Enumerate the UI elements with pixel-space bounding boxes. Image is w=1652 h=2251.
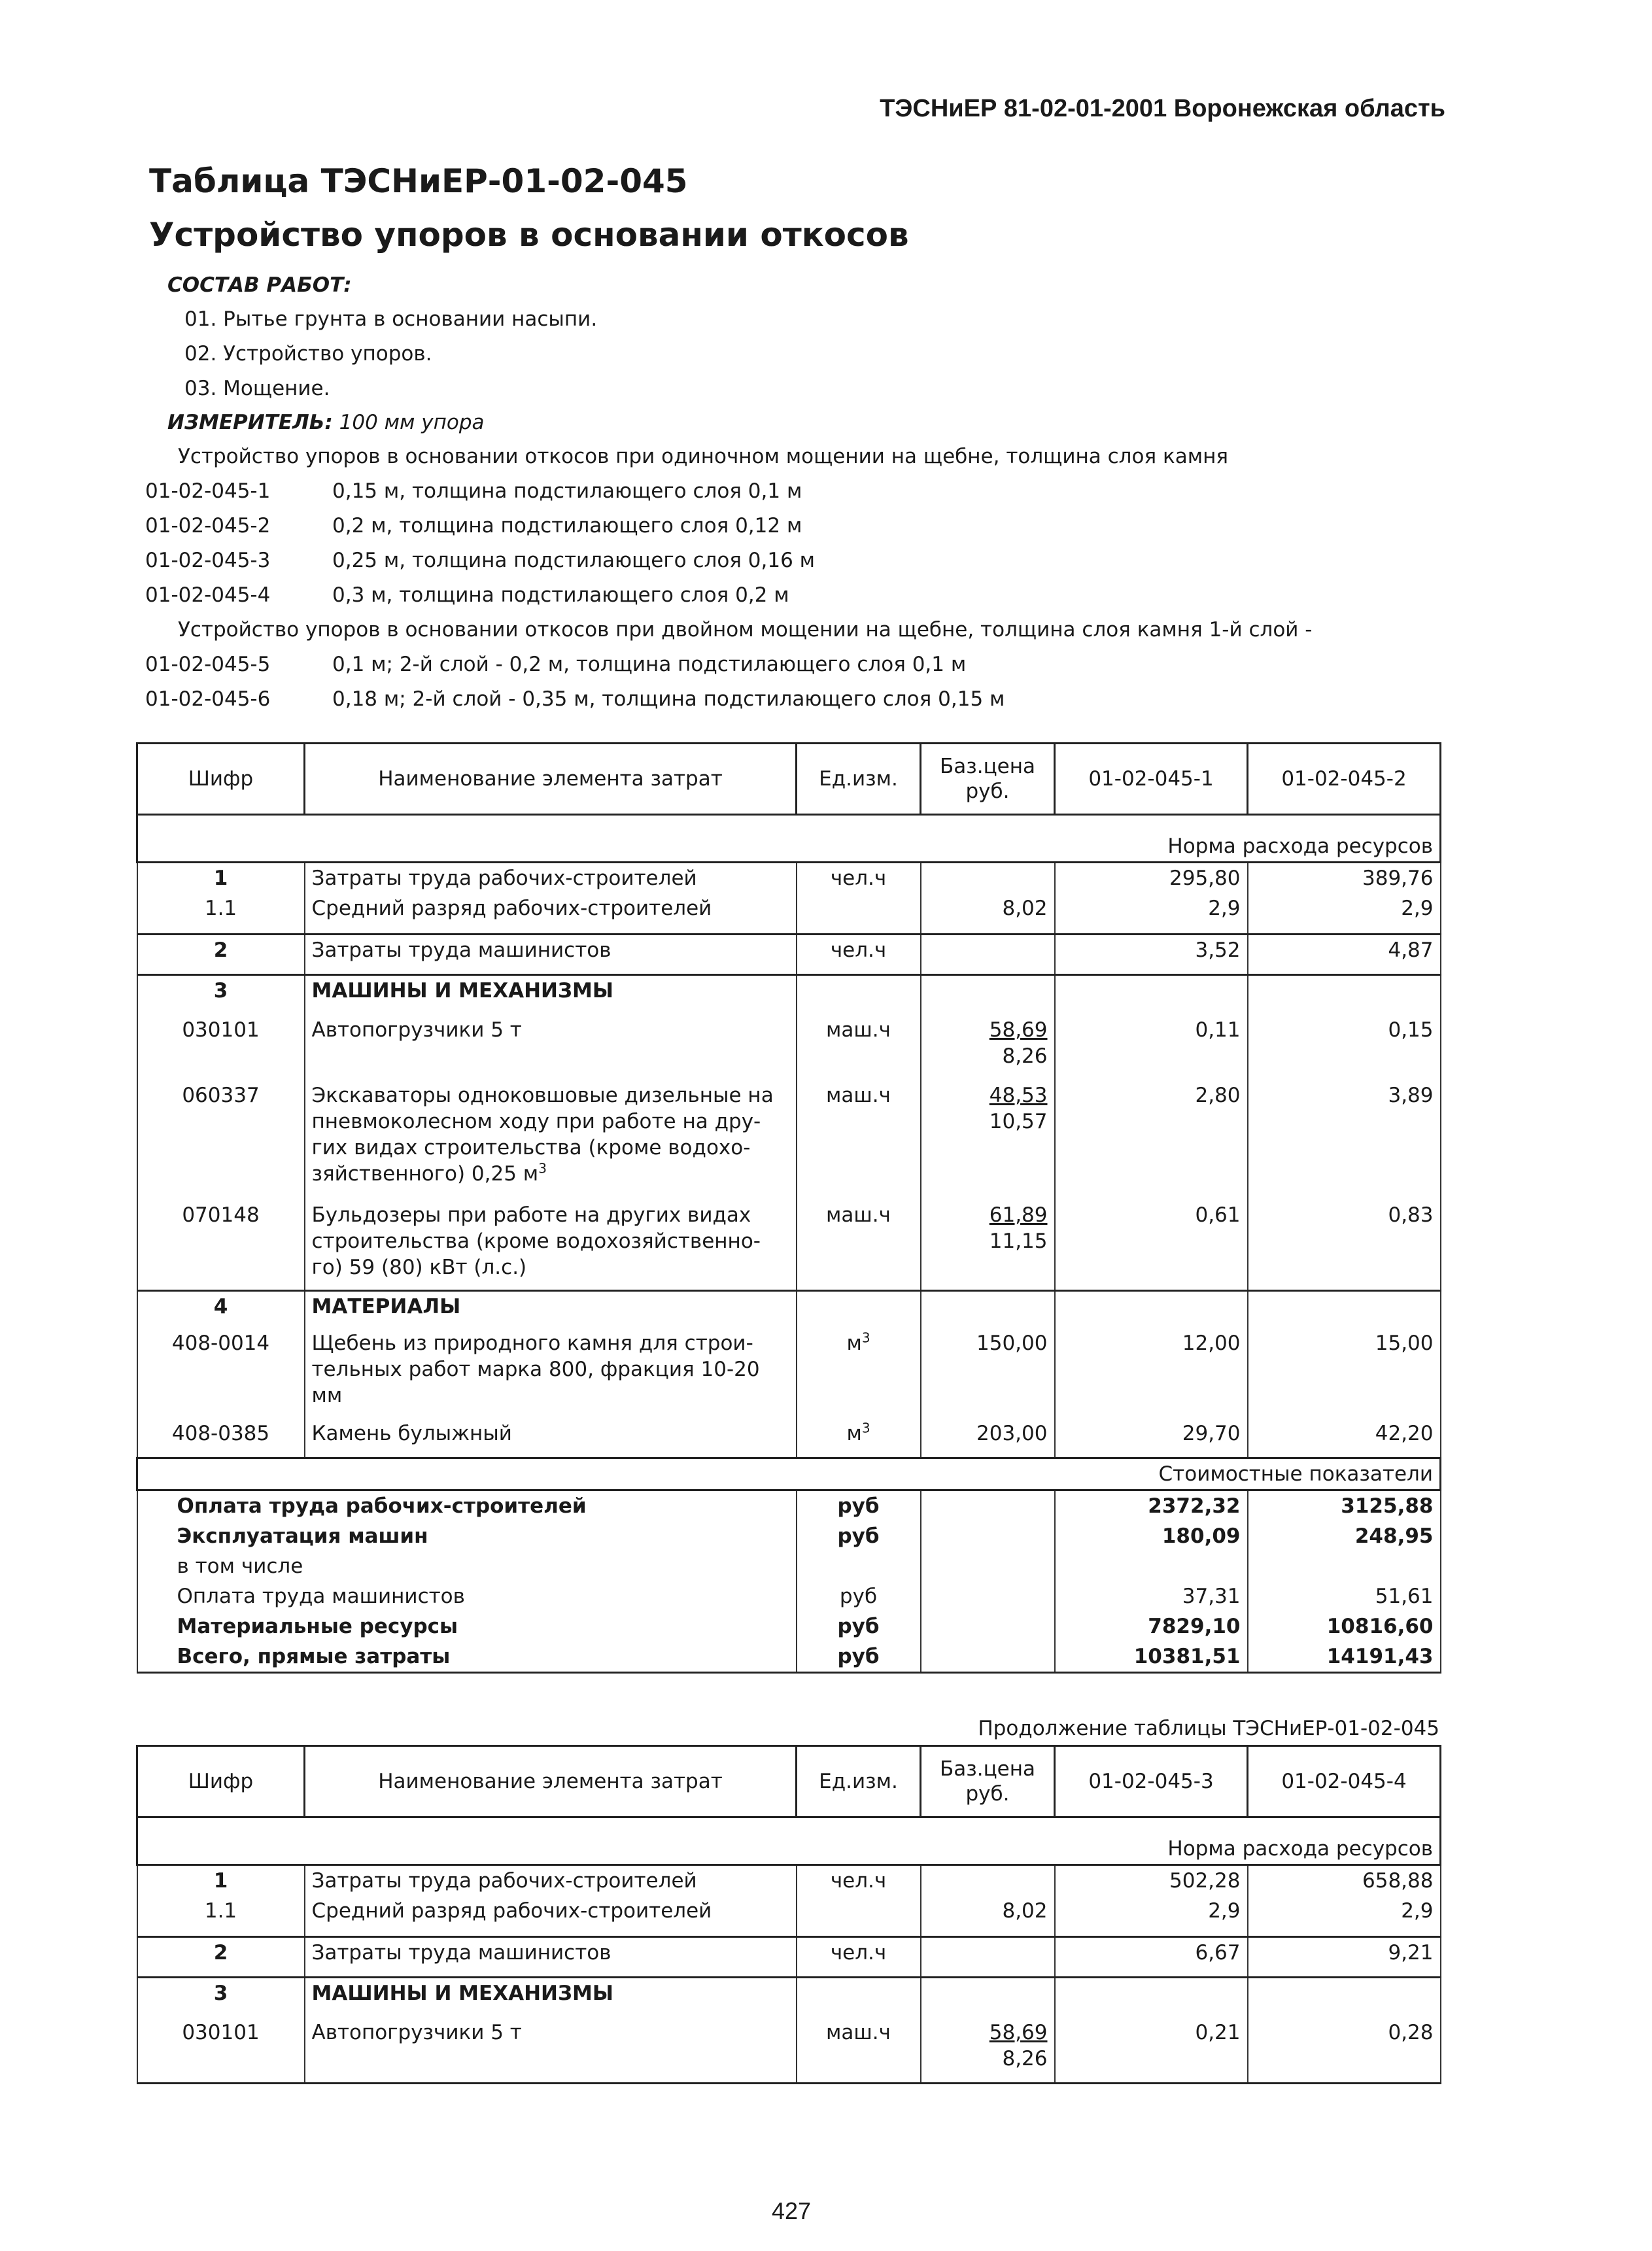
cost-value-b: 14191,43 xyxy=(1248,1641,1441,1673)
cost-name: Оплата труда машинистов xyxy=(137,1581,797,1611)
col-price-line1: Баз.цена xyxy=(939,755,1036,778)
row-price xyxy=(921,1015,1055,1080)
row-price: 8,02 xyxy=(921,893,1055,934)
cost-name: Материальные ресурсы xyxy=(137,1611,797,1641)
variant-text: 0,18 м; 2-й слой - 0,35 м, толщина подстилающего слоя 0,15 м xyxy=(332,687,1005,711)
cost-value-b: 10816,60 xyxy=(1248,1611,1441,1641)
row-value-b: 658,88 xyxy=(1248,1865,1441,1897)
row-name-line: го) 59 (80) кВт (л.с.) xyxy=(311,1256,527,1279)
row-name-line: зяйственного) 0,25 $м^3$ xyxy=(311,1160,547,1186)
col-name: Наименование элемента затрат xyxy=(305,1746,797,1817)
cost-name: Эксплуатация машин xyxy=(137,1521,797,1551)
row-code: 070148 xyxy=(137,1200,305,1290)
cost-value-a: 37,31 xyxy=(1055,1581,1248,1611)
col-variant-a: 01-02-045-1 xyxy=(1055,744,1248,815)
col-variant-b: 01-02-045-2 xyxy=(1248,744,1441,815)
cost-unit: руб xyxy=(797,1611,921,1641)
row-name xyxy=(305,1328,797,1418)
col-price xyxy=(921,744,1055,815)
col-code: Шифр xyxy=(137,1746,305,1817)
col-code: Шифр xyxy=(137,744,305,815)
table-row xyxy=(137,1015,1441,1080)
work-item: 02. Устройство упоров. xyxy=(184,342,432,366)
cost-value-a: 2372,32 xyxy=(1055,1490,1248,1521)
variant-text: 0,2 м, толщина подстилающего слоя 0,12 м xyxy=(332,514,802,538)
meter-label: ИЗМЕРИТЕЛЬ: xyxy=(167,411,333,434)
row-code: 1.1 xyxy=(137,1896,305,1936)
cost-value-b: 51,61 xyxy=(1248,1581,1441,1611)
row-value-b: 15,00 xyxy=(1248,1328,1441,1418)
row-value-a: 2,9 xyxy=(1055,893,1248,934)
variant-code: 01-02-045-2 xyxy=(145,514,271,538)
variant-text: 0,1 м; 2-й слой - 0,2 м, толщина подстилающего слоя 0,1 м xyxy=(332,653,967,676)
row-code: 4 xyxy=(137,1290,305,1328)
header-row xyxy=(137,1746,1441,1817)
row-code: 408-0385 xyxy=(137,1418,305,1458)
row-value-b: 2,9 xyxy=(1248,1896,1441,1936)
resource-table-1 xyxy=(136,742,1441,1674)
row-code: 2 xyxy=(137,934,305,974)
row-value-b: 0,28 xyxy=(1248,2018,1441,2083)
page-number: 427 xyxy=(771,2197,812,2224)
cost-name: в том числе xyxy=(137,1551,797,1581)
table-title: Таблица ТЭСНиЕР-01-02-045 xyxy=(149,162,688,200)
row-value-b: 0,83 xyxy=(1248,1200,1441,1290)
cost-value-a: 7829,10 xyxy=(1055,1611,1248,1641)
cost-unit: руб xyxy=(797,1581,921,1611)
row-code: 408-0014 xyxy=(137,1328,305,1418)
work-heading: СОСТАВ РАБОТ: xyxy=(167,273,352,297)
work-item: 01. Рытье грунта в основании насыпи. xyxy=(184,307,598,331)
row-value-a: 0,21 xyxy=(1055,2018,1248,2083)
col-price xyxy=(921,1746,1055,1817)
variant-text: 0,3 м, толщина подстилающего слоя 0,2 м xyxy=(332,583,789,607)
col-unit: Ед.изм. xyxy=(797,1746,921,1817)
section-row xyxy=(137,974,1441,1015)
col-price-line2: руб. xyxy=(965,780,1010,803)
row-code: 030101 xyxy=(137,1015,305,1080)
row-name: Затраты труда машинистов xyxy=(305,934,797,974)
price-labor: 8,26 xyxy=(1002,2047,1048,2071)
variant-code: 01-02-045-5 xyxy=(145,653,271,676)
row-code: 060337 xyxy=(137,1080,305,1200)
row-price: 203,00 xyxy=(921,1418,1055,1458)
row-value-b: 3,89 xyxy=(1248,1080,1441,1200)
norm-label: Норма расхода ресурсов xyxy=(137,1834,1441,1865)
col-price-line1: Баз.цена xyxy=(939,1757,1036,1781)
row-price xyxy=(921,2018,1055,2083)
cost-row xyxy=(137,1551,1441,1581)
cost-row xyxy=(137,1490,1441,1521)
running-header: ТЭСНиЕР 81-02-01-2001 Воронежская область xyxy=(880,95,1445,122)
row-name-line: Бульдозеры при работе на других видах xyxy=(311,1203,751,1227)
row-unit: $м^3$ xyxy=(797,1328,921,1418)
row-value-a: 295,80 xyxy=(1055,863,1248,894)
row-name xyxy=(305,1200,797,1290)
continuation-caption: Продолжение таблицы ТЭСНиЕР-01-02-045 xyxy=(978,1717,1439,1740)
price-total: 48,53 xyxy=(989,1084,1048,1107)
row-value-b: 389,76 xyxy=(1248,863,1441,894)
cost-name: Оплата труда рабочих-строителей xyxy=(137,1490,797,1521)
group2-intro: Устройство упоров в основании откосов при двойном мощении на щебне, толщина слоя камня 1-й слой - xyxy=(178,618,1313,642)
col-variant-a: 01-02-045-3 xyxy=(1055,1746,1248,1817)
cost-value-a: 180,09 xyxy=(1055,1521,1248,1551)
price-labor: 11,15 xyxy=(989,1229,1048,1253)
col-variant-b: 01-02-045-4 xyxy=(1248,1746,1441,1817)
row-code: 1 xyxy=(137,863,305,894)
variant-text: 0,15 м, толщина подстилающего слоя 0,1 м xyxy=(332,479,802,503)
row-code: 2 xyxy=(137,1936,305,1977)
section-title: МАШИНЫ И МЕХАНИЗМЫ xyxy=(305,1977,797,2018)
row-name-line: строительства (кроме водохозяйственно- xyxy=(311,1229,761,1253)
table-subtitle: Устройство упоров в основании откосов xyxy=(149,216,909,254)
row-code: 3 xyxy=(137,974,305,1015)
cost-value-a: 10381,51 xyxy=(1055,1641,1248,1673)
table-row xyxy=(137,1418,1441,1458)
cost-value-b: 248,95 xyxy=(1248,1521,1441,1551)
norm-label: Норма расхода ресурсов xyxy=(137,831,1441,863)
variant-code: 01-02-045-1 xyxy=(145,479,271,503)
variant-code: 01-02-045-4 xyxy=(145,583,271,607)
cost-unit: руб xyxy=(797,1490,921,1521)
cost-value-b: 3125,88 xyxy=(1248,1490,1441,1521)
row-unit: маш.ч xyxy=(797,2018,921,2083)
table-row xyxy=(137,1865,1441,1897)
table-row xyxy=(137,1200,1441,1290)
row-name-line: мм xyxy=(311,1384,343,1407)
row-value-b: 4,87 xyxy=(1248,934,1441,974)
table-row xyxy=(137,1936,1441,1977)
price-labor: 8,26 xyxy=(1002,1044,1048,1068)
row-name: Автопогрузчики 5 т xyxy=(305,2018,797,2083)
row-value-a: 6,67 xyxy=(1055,1936,1248,1977)
resource-table-2 xyxy=(136,1745,1441,2084)
col-name: Наименование элемента затрат xyxy=(305,744,797,815)
variant-code: 01-02-045-6 xyxy=(145,687,271,711)
cost-unit: руб xyxy=(797,1641,921,1673)
row-name-line: Щебень из природного камня для строи- xyxy=(311,1332,753,1355)
row-unit: маш.ч xyxy=(797,1200,921,1290)
row-value-a: 2,80 xyxy=(1055,1080,1248,1200)
row-unit: $м^3$ xyxy=(797,1418,921,1458)
row-value-b: 9,21 xyxy=(1248,1936,1441,1977)
price-total: 58,69 xyxy=(989,1018,1048,1042)
row-name: Средний разряд рабочих-строителей xyxy=(305,893,797,934)
row-name: Затраты труда рабочих-строителей xyxy=(305,1865,797,1897)
row-name-line: тельных работ марка 800, фракция 10-20 xyxy=(311,1358,760,1381)
variant-code: 01-02-045-3 xyxy=(145,549,271,572)
table-row xyxy=(137,1080,1441,1200)
price-total: 61,89 xyxy=(989,1203,1048,1227)
row-unit: чел.ч xyxy=(797,863,921,894)
col-unit: Ед.изм. xyxy=(797,744,921,815)
table-row xyxy=(137,1896,1441,1936)
row-price: 150,00 xyxy=(921,1328,1055,1418)
row-value-b: 0,15 xyxy=(1248,1015,1441,1080)
row-value-b: 42,20 xyxy=(1248,1418,1441,1458)
section-title: МАТЕРИАЛЫ xyxy=(305,1290,797,1328)
section-row xyxy=(137,1977,1441,2018)
row-code: 030101 xyxy=(137,2018,305,2083)
cost-row xyxy=(137,1581,1441,1611)
row-value-a: 29,70 xyxy=(1055,1418,1248,1458)
row-code: 1 xyxy=(137,1865,305,1897)
row-unit: чел.ч xyxy=(797,1936,921,1977)
table-row xyxy=(137,2018,1441,2083)
row-price xyxy=(921,1080,1055,1200)
row-code: 1.1 xyxy=(137,893,305,934)
row-name: Камень булыжный xyxy=(305,1418,797,1458)
row-value-a: 0,11 xyxy=(1055,1015,1248,1080)
price-labor: 10,57 xyxy=(989,1110,1048,1133)
row-name-line: пневмоколесном ходу при работе на дру- xyxy=(311,1110,761,1133)
row-name-line: Экскаваторы одноковшовые дизельные на xyxy=(311,1084,774,1107)
row-unit: чел.ч xyxy=(797,934,921,974)
header-row xyxy=(137,744,1441,815)
row-name: Затраты труда машинистов xyxy=(305,1936,797,1977)
row-value-a: 0,61 xyxy=(1055,1200,1248,1290)
col-price-line2: руб. xyxy=(965,1782,1010,1806)
row-unit: маш.ч xyxy=(797,1080,921,1200)
cost-label: Стоимостные показатели xyxy=(137,1458,1441,1490)
row-name: Средний разряд рабочих-строителей xyxy=(305,1896,797,1936)
table-row xyxy=(137,1328,1441,1418)
price-total: 58,69 xyxy=(989,2021,1048,2044)
row-code: 3 xyxy=(137,1977,305,2018)
row-name: Автопогрузчики 5 т xyxy=(305,1015,797,1080)
row-name xyxy=(305,1080,797,1200)
group1-intro: Устройство упоров в основании откосов при одиночном мощении на щебне, толщина слоя камня xyxy=(178,445,1228,468)
cost-row xyxy=(137,1641,1441,1673)
cost-unit: руб xyxy=(797,1521,921,1551)
table-row xyxy=(137,863,1441,894)
row-unit: маш.ч xyxy=(797,1015,921,1080)
table-row xyxy=(137,893,1441,934)
meter-value: 100 мм упора xyxy=(339,411,485,434)
row-value-a: 2,9 xyxy=(1055,1896,1248,1936)
row-price: 8,02 xyxy=(921,1896,1055,1936)
cost-row xyxy=(137,1611,1441,1641)
work-item: 03. Мощение. xyxy=(184,377,330,400)
meter xyxy=(167,411,485,434)
cost-name: Всего, прямые затраты xyxy=(137,1641,797,1673)
row-value-a: 502,28 xyxy=(1055,1865,1248,1897)
section-title: МАШИНЫ И МЕХАНИЗМЫ xyxy=(305,974,797,1015)
cost-row xyxy=(137,1521,1441,1551)
row-unit: чел.ч xyxy=(797,1865,921,1897)
row-value-b: 2,9 xyxy=(1248,893,1441,934)
row-name-line: гих видах строительства (кроме водохо- xyxy=(311,1136,751,1160)
row-value-a: 12,00 xyxy=(1055,1328,1248,1418)
section-row xyxy=(137,1290,1441,1328)
table-row xyxy=(137,934,1441,974)
variant-text: 0,25 м, толщина подстилающего слоя 0,16 м xyxy=(332,549,816,572)
row-price xyxy=(921,1200,1055,1290)
row-name: Затраты труда рабочих-строителей xyxy=(305,863,797,894)
row-value-a: 3,52 xyxy=(1055,934,1248,974)
